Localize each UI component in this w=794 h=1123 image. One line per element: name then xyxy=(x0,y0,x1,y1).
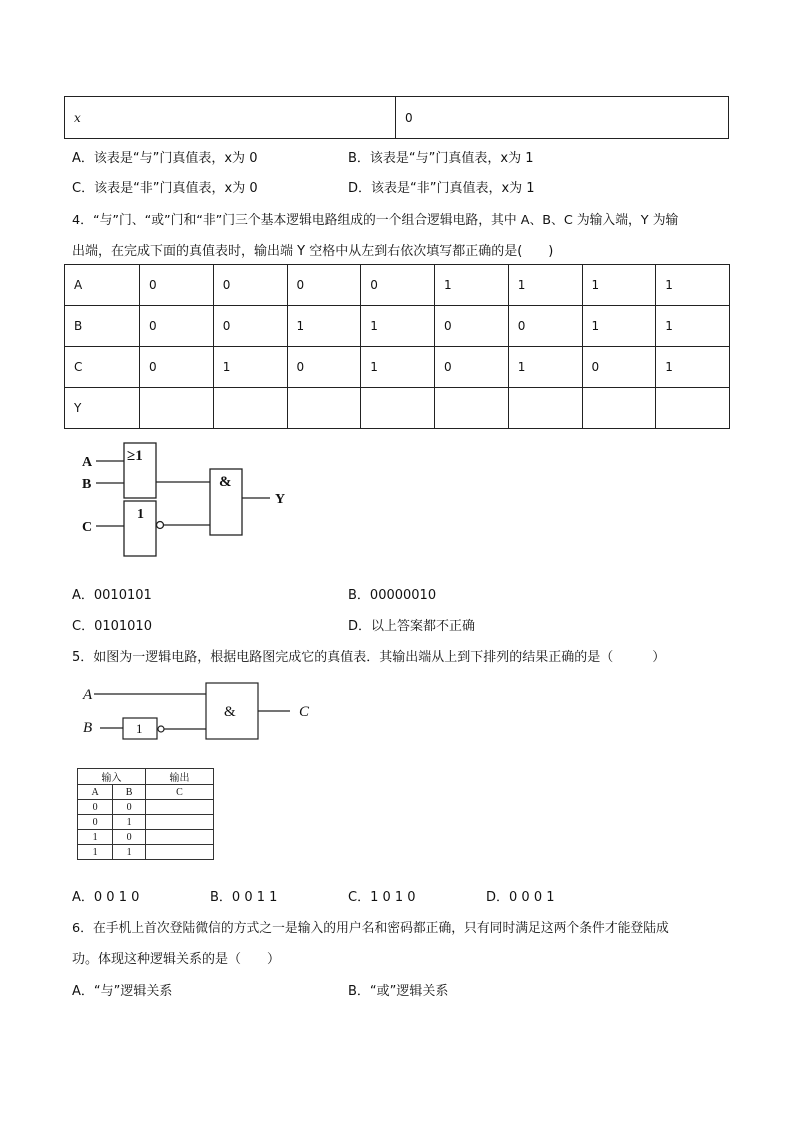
q5-cell: 0 xyxy=(78,800,113,815)
q4-input-a-label: A xyxy=(82,455,93,470)
q5-cell xyxy=(145,815,213,830)
q4-option-a: A．0010101 xyxy=(72,588,152,603)
q4-cell: 1 xyxy=(213,347,287,388)
q4-output-y-label: Y xyxy=(275,492,286,507)
q5-inversion-bubble xyxy=(158,726,164,732)
q6-option-b: B．“或”逻辑关系 xyxy=(348,984,449,999)
q4-cell xyxy=(140,388,214,429)
q3-table-cell-value: 0 xyxy=(396,97,729,139)
q4-option-b: B．00000010 xyxy=(348,588,437,603)
q6-stem-line2: 功。体现这种逻辑关系的是（ ） xyxy=(72,952,281,967)
q4-cell: 1 xyxy=(361,347,435,388)
q4-row-b xyxy=(65,306,730,347)
q4-cell: 0 xyxy=(213,265,287,306)
q5-col-a: A xyxy=(78,785,113,800)
q5-cell: 0 xyxy=(113,830,146,845)
q4-input-b-label: B xyxy=(82,477,92,492)
q4-truth-table xyxy=(64,264,730,429)
q5-cell: 1 xyxy=(113,815,146,830)
q3-table xyxy=(64,96,729,139)
q4-stem-line1: 4．“与”门、“或”门和“非”门三个基本逻辑电路组成的一个组合逻辑电路，其中 A、B、C 为输入端，Y 为输 xyxy=(72,213,679,228)
q4-stem-line2: 出端，在完成下面的真值表时，输出端 Y 空格中从左到右依次填写都正确的是( ) xyxy=(72,244,554,259)
q5-and-symbol: & xyxy=(224,704,236,720)
q5-input-a-label: A xyxy=(83,687,93,703)
q4-option-c: C．0101010 xyxy=(72,619,152,634)
q5-output-c-label: C xyxy=(299,704,310,720)
q5-option-c: C．1 0 1 0 xyxy=(348,890,416,905)
q5-cell xyxy=(145,845,213,860)
q3-option-a: A．该表是“与”门真值表，x为 0 xyxy=(72,151,258,166)
q5-cell: 1 xyxy=(113,845,146,860)
q5-cell: 0 xyxy=(78,815,113,830)
q5-cell: 1 xyxy=(78,830,113,845)
q4-cell xyxy=(287,388,361,429)
q5-option-d: D．0 0 0 1 xyxy=(486,890,555,905)
q4-cell: 0 xyxy=(287,347,361,388)
not-gate-symbol: 1 xyxy=(137,507,144,522)
q5-header-input: 输入 xyxy=(78,769,146,785)
q5-cell: 0 xyxy=(113,800,146,815)
q4-row-label: A xyxy=(65,265,140,306)
q3-option-d: D．该表是“非”门真值表，x为 1 xyxy=(348,181,535,196)
q5-col-c: C xyxy=(145,785,213,800)
q4-row-c xyxy=(65,347,730,388)
q3-option-b: B．该表是“与”门真值表，x为 1 xyxy=(348,151,534,166)
q5-stem-line1: 5．如图为一逻辑电路，根据电路图完成它的真值表．其输出端从上到下排列的结果正确的是（ ） xyxy=(72,650,666,665)
q4-cell: 0 xyxy=(140,347,214,388)
q3-table-cell-x: x xyxy=(65,97,396,139)
q4-cell: 0 xyxy=(287,265,361,306)
q4-cell: 1 xyxy=(508,265,582,306)
q4-row-label: C xyxy=(65,347,140,388)
q5-row xyxy=(78,845,214,860)
q4-cell: 1 xyxy=(656,265,730,306)
q5-row xyxy=(78,830,214,845)
q4-row-label: B xyxy=(65,306,140,347)
q4-cell: 1 xyxy=(361,306,435,347)
q4-input-c-label: C xyxy=(82,520,93,535)
q4-cell: 1 xyxy=(287,306,361,347)
q4-cell: 0 xyxy=(361,265,435,306)
q4-cell: 1 xyxy=(508,347,582,388)
q5-header-output: 输出 xyxy=(145,769,213,785)
q5-row xyxy=(78,800,214,815)
q4-circuit-diagram xyxy=(76,440,296,562)
q5-truth-table xyxy=(77,768,214,860)
q4-cell: 0 xyxy=(435,347,509,388)
q4-cell: 1 xyxy=(656,347,730,388)
q4-cell: 0 xyxy=(582,347,656,388)
q4-cell: 1 xyxy=(582,306,656,347)
q4-cell: 0 xyxy=(508,306,582,347)
and-gate-symbol: & xyxy=(219,474,232,490)
q4-cell: 0 xyxy=(140,265,214,306)
q4-cell: 1 xyxy=(656,306,730,347)
q4-cell xyxy=(361,388,435,429)
or-gate-symbol: ≥1 xyxy=(127,448,143,464)
q5-not-symbol: 1 xyxy=(136,721,143,736)
q4-cell xyxy=(213,388,287,429)
inversion-bubble xyxy=(157,522,164,529)
q4-row-label: Y xyxy=(65,388,140,429)
q4-cell xyxy=(582,388,656,429)
q4-row-a xyxy=(65,265,730,306)
q5-cell xyxy=(145,800,213,815)
q4-row-y xyxy=(65,388,730,429)
q5-option-a: A．0 0 1 0 xyxy=(72,890,140,905)
q4-cell xyxy=(435,388,509,429)
q5-input-b-label: B xyxy=(83,720,93,736)
q4-cell xyxy=(656,388,730,429)
q4-cell: 0 xyxy=(140,306,214,347)
q5-circuit-diagram xyxy=(80,678,320,750)
q4-cell xyxy=(508,388,582,429)
q3-option-c: C．该表是“非”门真值表，x为 0 xyxy=(72,181,258,196)
q4-cell: 1 xyxy=(435,265,509,306)
q5-cell: 1 xyxy=(78,845,113,860)
q4-option-d: D．以上答案都不正确 xyxy=(348,619,476,634)
q4-cell: 0 xyxy=(213,306,287,347)
q4-cell: 0 xyxy=(435,306,509,347)
q5-option-b: B．0 0 1 1 xyxy=(210,890,278,905)
q4-cell: 1 xyxy=(582,265,656,306)
q6-stem-line1: 6．在手机上首次登陆微信的方式之一是输入的用户名和密码都正确，只有同时满足这两个条件才能登陆成 xyxy=(72,921,669,936)
q5-cell xyxy=(145,830,213,845)
q5-row xyxy=(78,815,214,830)
q5-col-b: B xyxy=(113,785,146,800)
q6-option-a: A．“与”逻辑关系 xyxy=(72,984,173,999)
